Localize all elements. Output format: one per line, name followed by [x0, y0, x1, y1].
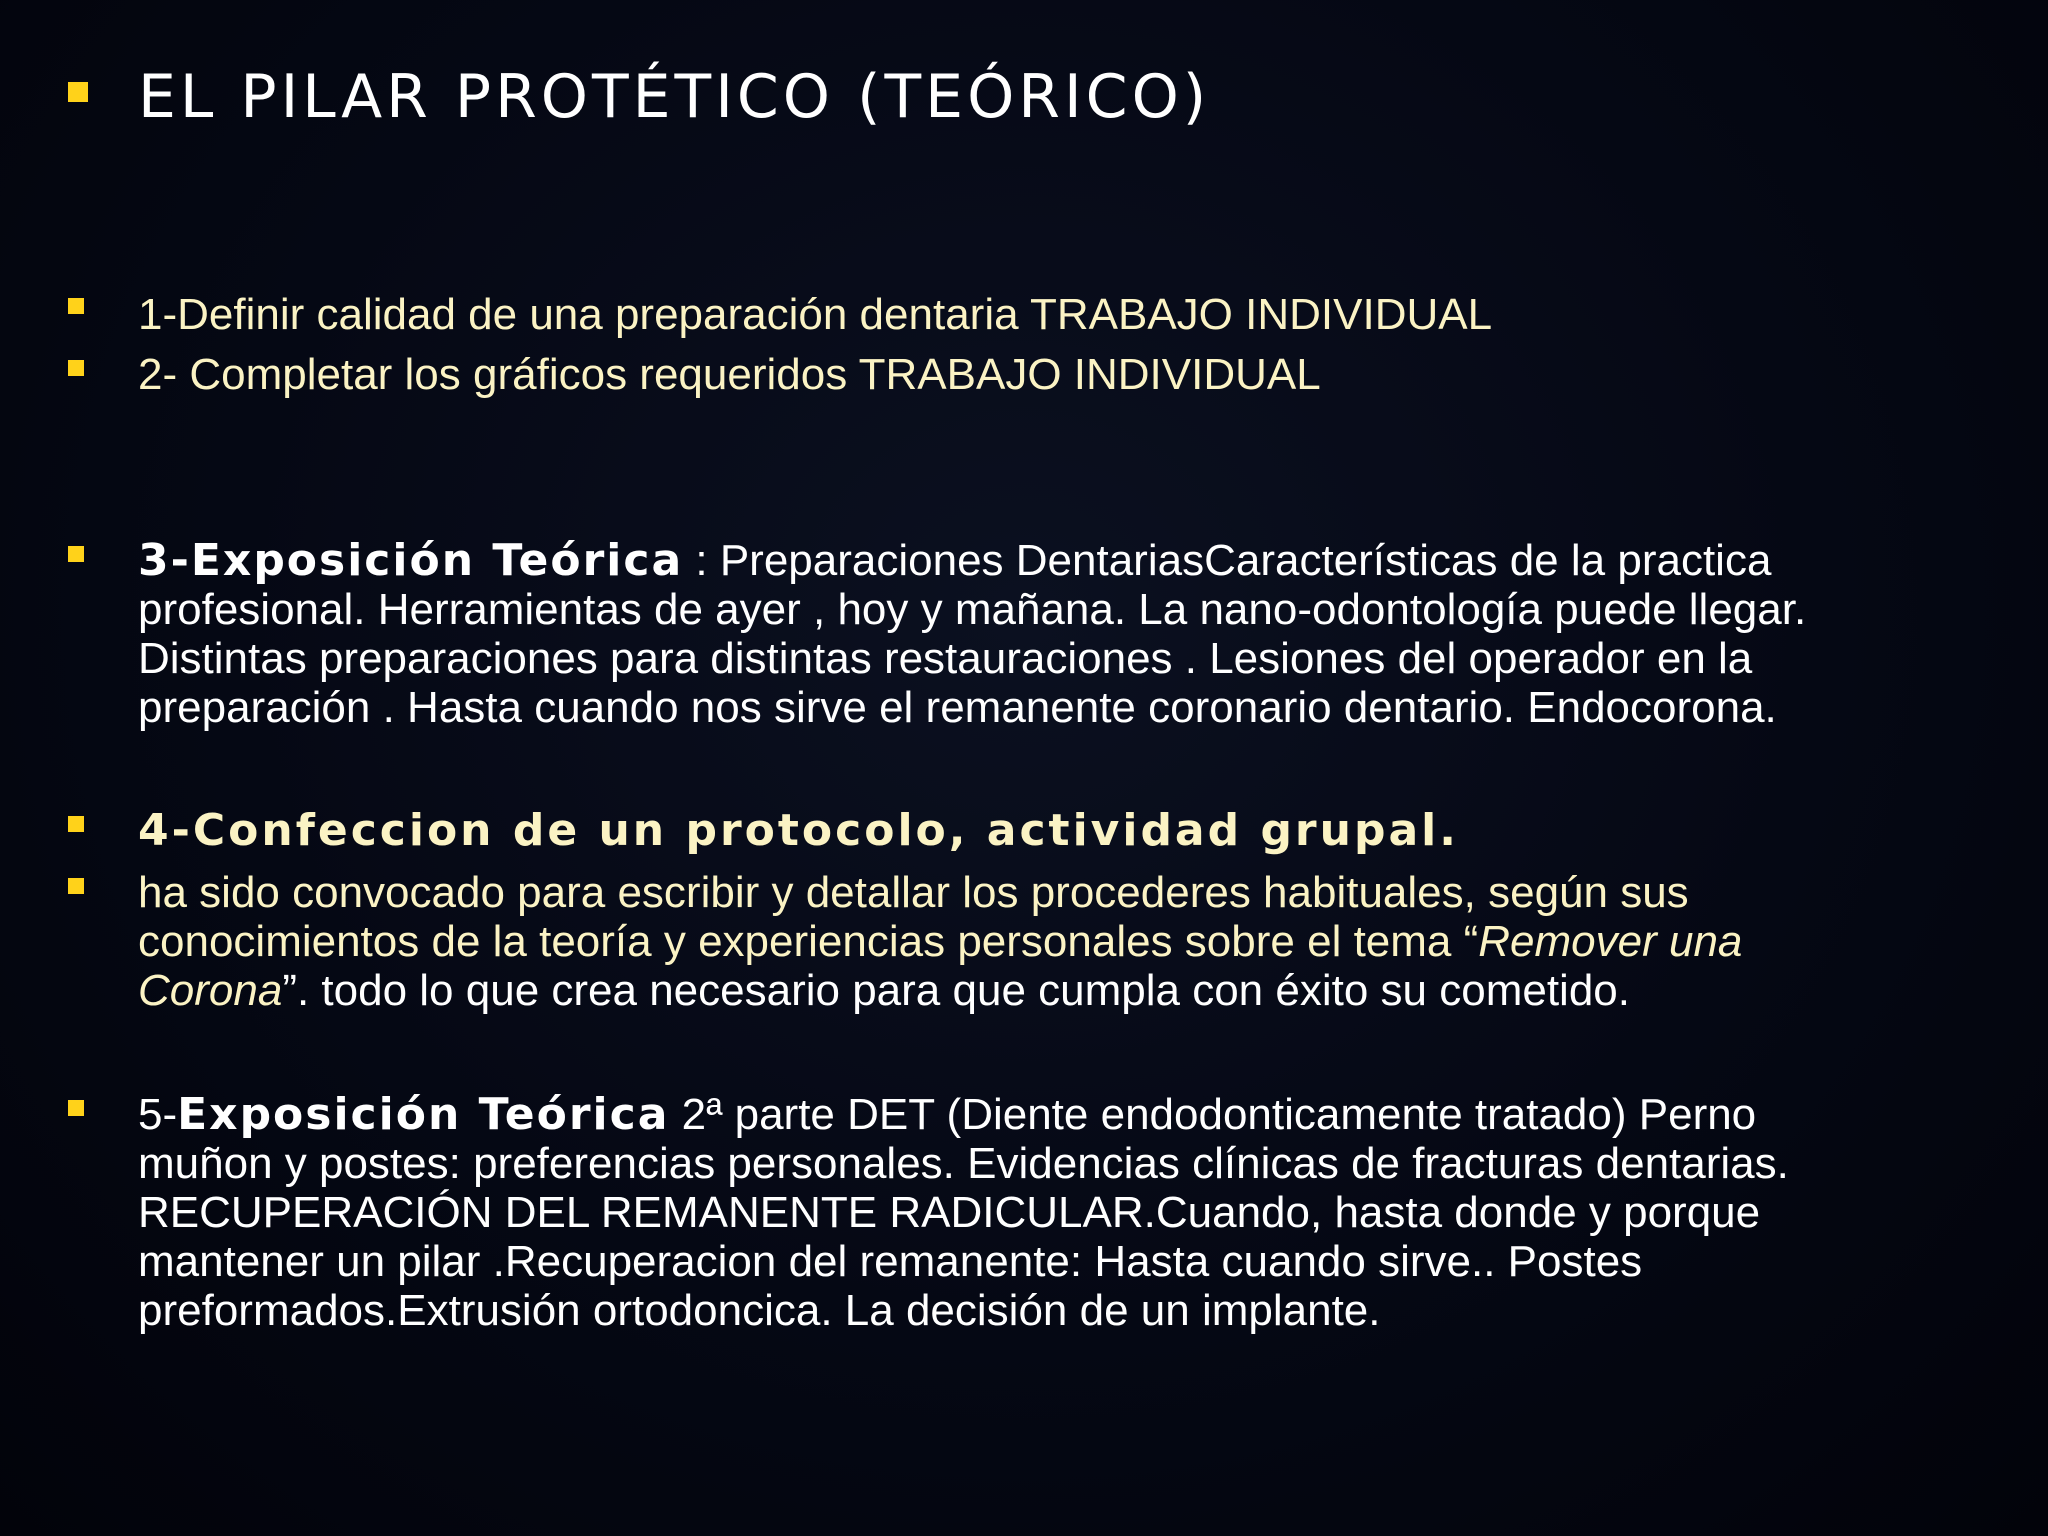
bullet-square-icon: [68, 816, 84, 832]
item-3-line-2: profesional. Herramientas de ayer , hoy y mañana. La nano-odontología puede llegar.: [138, 585, 1807, 634]
bullet-square-icon: [68, 298, 84, 314]
bullet-square-icon: [68, 878, 84, 894]
item-3-line-4: preparación . Hasta cuando nos sirve el remanente coronario dentario. Endocorona.: [138, 683, 1777, 732]
item-6-line-2: muñon y postes: preferencias personales. Evidencias clínicas de fracturas dentarias.: [138, 1139, 1789, 1188]
item-3-line-3: Distintas preparaciones para distintas restauraciones . Lesiones del operador en la: [138, 634, 1753, 683]
item-6-line-4: mantener un pilar .Recuperacion del remanente: Hasta cuando sirve.. Postes: [138, 1237, 1643, 1286]
item-5-line-1: ha sido convocado para escribir y detallar los procederes habituales, según sus: [138, 868, 1689, 917]
bullet-square-icon: [68, 546, 84, 562]
item-6-line-5: preformados.Extrusión ortodoncica. La decisión de un implante.: [138, 1286, 1381, 1335]
item-5-line-3: ”. todo lo que crea necesario para que cumpla con éxito su cometido.: [282, 966, 1630, 1015]
item-5-paragraph: [138, 868, 2018, 1015]
item-6-line-1: 2ª parte DET (Diente endodonticamente tratado) Perno: [669, 1090, 1757, 1139]
item-6-prefix: 5-: [138, 1090, 178, 1139]
item-3-line-1: : Preparaciones DentariasCaracterísticas de la practica: [683, 536, 1772, 585]
slide-title: EL PILAR PROTÉTICO (TEÓRICO): [138, 62, 1211, 132]
item-3-paragraph: [138, 536, 2018, 732]
item-6-paragraph: [138, 1090, 2018, 1335]
item-5-line-2-italic: Remover una: [1478, 917, 1743, 966]
bullet-square-icon: [68, 82, 88, 102]
item-5-line-3-italic: Corona: [138, 966, 283, 1015]
item-3-lead: 3-Exposición Teórica: [138, 535, 684, 586]
item-5-line-2: conocimientos de la teoría y experiencias personales sobre el tema “: [138, 917, 1479, 966]
bullet-square-icon: [68, 1100, 84, 1116]
item-4-text: 4-Confeccion de un protocolo, actividad grupal.: [138, 805, 1459, 856]
item-1-text: 1-Definir calidad de una preparación dentaria TRABAJO INDIVIDUAL: [138, 290, 1493, 339]
item-6-lead: Exposición Teórica: [177, 1089, 670, 1140]
bullet-square-icon: [68, 360, 84, 376]
item-6-line-3: RECUPERACIÓN DEL REMANENTE RADICULAR.Cuando, hasta donde y porque: [138, 1188, 1761, 1237]
item-2-text: 2- Completar los gráficos requeridos TRABAJO INDIVIDUAL: [138, 350, 1321, 399]
